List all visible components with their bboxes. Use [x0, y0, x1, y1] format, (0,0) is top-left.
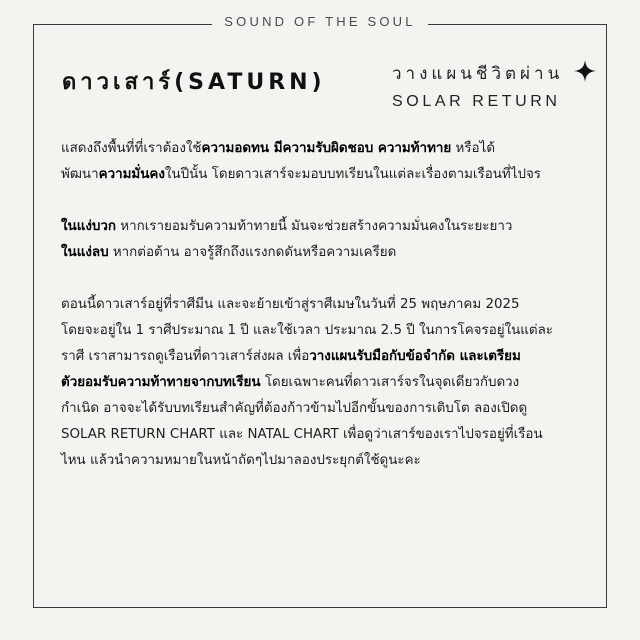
paragraph-line: [61, 214, 581, 240]
emphasis-text: ความมั่นคง: [98, 167, 165, 182]
paragraph-line: ไหน แล้วนำความหมายในหน้าถัดๆไปมาลองประยุกต์ใช้ดูนะคะ: [61, 453, 421, 468]
paragraph-line: SOLAR RETURN CHART และ NATAL CHART เพื่อดูว่าเสาร์ของเราไปจรอยู่ที่เรือน: [61, 427, 543, 442]
paragraph-line: [61, 136, 581, 162]
paragraph-gap: [61, 266, 581, 292]
subtitle-en: SOLAR RETURN: [392, 93, 561, 110]
paragraph-line: [61, 162, 581, 188]
brand-name: SOUND OF THE SOUL: [212, 14, 427, 29]
text-span: โดยเฉพาะคนที่ดาวเสาร์จรในจุดเดียวกับดวง: [260, 375, 520, 390]
paragraph-line: โดยจะอยู่ใน 1 ราศีประมาณ 1 ปี และใช้เวลา ประมาณ 2.5 ปี ในการโคจรอยู่ในแต่ละ: [61, 323, 553, 338]
subtitle-thai: วางแผนชีวิตผ่าน: [392, 64, 564, 84]
emphasis-text: ตัวยอมรับความท้าทายจากบทเรียน: [61, 375, 261, 390]
text-span: หรือได้: [451, 141, 496, 156]
paragraph-line: [61, 370, 581, 396]
page-title: ดาวเสาร์(SATURN): [62, 70, 326, 95]
paragraph-line: [61, 344, 581, 370]
article-body: [61, 136, 581, 474]
paragraph-gap: [61, 188, 581, 214]
brand-header: [0, 14, 640, 29]
sparkle-icon: [574, 60, 596, 82]
text-span: หากเรายอมรับความท้าทายนี้ มันจะช่วยสร้างความมั่นคงในระยะยาว: [116, 219, 513, 234]
emphasis-text: วางแผนรับมือกับข้อจำกัด และเตรียม: [309, 349, 521, 364]
emphasis-text: ความอดทน มีความรับผิดชอบ ความท้าทาย: [201, 141, 452, 156]
text-span: ในปีนั้น โดยดาวเสาร์จะมอบบทเรียนในแต่ละเรื่องตามเรือนที่ไปจร: [164, 167, 541, 182]
paragraph-line: [61, 240, 581, 266]
text-span: พัฒนา: [61, 167, 99, 182]
emphasis-text: ในแง่ลบ: [61, 245, 109, 260]
paragraph-line: ตอนนี้ดาวเสาร์อยู่ที่ราศีมีน และจะย้ายเข้าสู่ราศีเมษในวันที่ 25 พฤษภาคม 2025: [61, 297, 520, 312]
emphasis-text: ในแง่บวก: [61, 219, 116, 234]
text-span: ราศี เราสามารถดูเรือนที่ดาวเสาร์ส่งผล เพื่อ: [61, 349, 310, 364]
text-span: แสดงถึงพื้นที่ที่เราต้องใช้: [61, 141, 202, 156]
paragraph-line: กำเนิด อาจจะได้รับบทเรียนสำคัญที่ต้องก้าวข้ามไปอีกขั้นของการเติบโต ลองเปิดดู: [61, 401, 528, 416]
text-span: หากต่อต้าน อาจรู้สึกถึงแรงกดดันหรือความเครียด: [108, 245, 397, 260]
title-block: [392, 60, 602, 111]
